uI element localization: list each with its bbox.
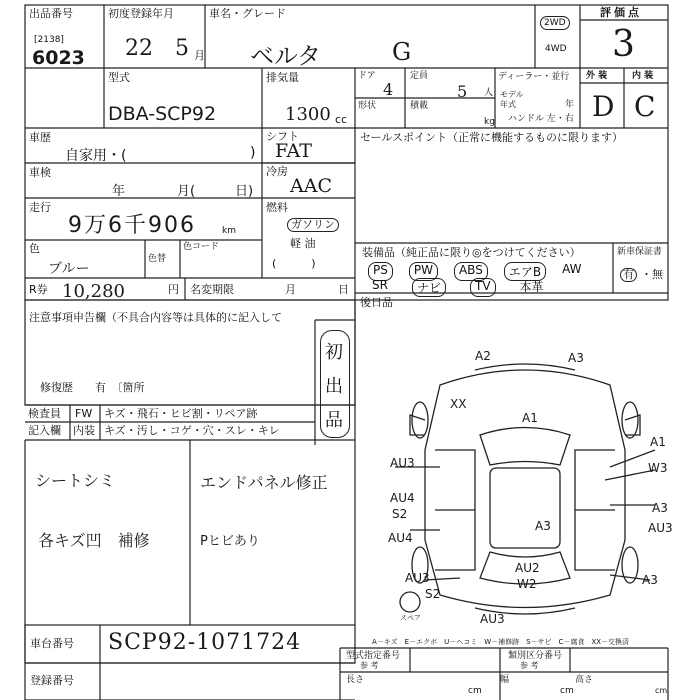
- history-close: ): [250, 145, 256, 161]
- notes-label: 注意事項申告欄（不具合内容等は具体的に記入して: [29, 311, 282, 324]
- mark-au4-left1: AU4: [390, 491, 415, 505]
- height-label: 高さ: [575, 675, 594, 685]
- r-value: 10,280: [62, 281, 125, 302]
- mark-au3-left: AU3: [390, 456, 415, 470]
- lot-label: 出品番号: [29, 7, 73, 20]
- category-label: 類別区分番号: [508, 651, 563, 661]
- interior-check-items: キズ・汚し・コゲ・穴・スレ・キレ: [104, 424, 280, 437]
- warranty-no: ・無: [641, 268, 663, 281]
- mark-au3-right: AU3: [648, 521, 673, 535]
- displacement-value: 1300: [285, 104, 331, 125]
- name-change-month: 月: [285, 283, 296, 296]
- lot-sub: [2138]: [34, 35, 64, 45]
- mark-xx: XX: [450, 397, 467, 411]
- note-p-crack: Pヒビあり: [200, 534, 260, 549]
- fw-label: FW: [75, 407, 93, 420]
- mark-w2-rear: W2: [517, 577, 537, 591]
- equipment-row2: [372, 278, 612, 297]
- damage-legend: A－キズ E－エクボ U－ヘコミ W－補修跡 S－サビ C－腐食 XX－交換済: [372, 638, 630, 646]
- equip-abs: ABS: [454, 262, 488, 281]
- length-label: 長さ: [346, 675, 365, 685]
- reg-month: 5: [175, 36, 189, 61]
- fuel-label: 燃料: [266, 201, 288, 214]
- lot-number: 6023: [32, 47, 85, 69]
- inspector-label2: 記入欄: [28, 424, 61, 437]
- mark-au2-rear: AU2: [515, 561, 540, 575]
- interior-label: 内 装: [632, 71, 654, 81]
- equip-sr: SR: [372, 278, 388, 292]
- warranty-yes: 有: [620, 268, 637, 282]
- rear-items-label: 後日品: [360, 296, 393, 309]
- mark-au3-rear-right: A3: [642, 573, 658, 587]
- first-char: 初: [325, 342, 343, 363]
- drive-2wd: 2WD: [540, 16, 570, 30]
- equipment-label: 装備品（純正品に限り◎をつけてください）: [362, 246, 581, 259]
- displacement-unit: cc: [335, 113, 348, 126]
- dealer-label: ディーラー・並行: [498, 72, 570, 82]
- repaint-label: 色替: [148, 254, 167, 264]
- mark-au3-rear-left: AU3: [405, 571, 430, 585]
- inspection-month: 月(: [177, 184, 196, 199]
- note-end-panel: エンドパネル修正: [200, 473, 328, 492]
- capacity-unit: 人: [484, 88, 494, 98]
- reg-month-unit: 月: [194, 49, 205, 62]
- mark-a3-right: A3: [652, 501, 668, 515]
- repair-history-label: 修復歴 有 〔箇所: [40, 381, 145, 394]
- chassis-value: SCP92-1071724: [108, 630, 302, 655]
- load-label: 積載: [410, 101, 429, 111]
- exterior-value: D: [592, 90, 615, 123]
- equip-leather: 本革: [519, 280, 544, 294]
- display-char: 出: [325, 376, 343, 397]
- equip-tv: TV: [470, 278, 496, 297]
- mark-a1-hood: A1: [522, 411, 538, 425]
- note-scratch-repair: 各キズ凹 補修: [38, 531, 150, 550]
- type-spec-ref: 参 考: [360, 661, 379, 670]
- load-unit: kg: [484, 117, 495, 127]
- inspector-label1: 検査員: [28, 407, 61, 420]
- name-change-label: 名変期限: [190, 283, 234, 296]
- inspection-year: 年: [112, 184, 126, 199]
- fuel-other: ( ): [272, 257, 316, 270]
- equip-navi: ナビ: [412, 278, 446, 297]
- door-value: 4: [383, 80, 394, 99]
- mileage-unit: km: [222, 226, 236, 236]
- warranty-label: 新車保証書: [617, 247, 663, 257]
- registration-label: 登録番号: [30, 674, 74, 687]
- interior-check-label: 内装: [73, 424, 95, 437]
- capacity-value: 5: [457, 82, 468, 101]
- color-code-label: 色コード: [183, 242, 220, 252]
- type-label: 型式: [108, 71, 130, 84]
- mileage-label: 走行: [29, 201, 51, 214]
- r-unit: 円: [168, 283, 179, 296]
- mark-a3-roof: A3: [535, 519, 551, 533]
- history-label: 車歴: [29, 131, 51, 144]
- fuel-diesel: 軽 油: [290, 237, 316, 250]
- length-unit: cm: [468, 686, 482, 696]
- mark-au4-left2: AU4: [388, 531, 413, 545]
- ac-label: 冷房: [266, 165, 288, 178]
- equip-pw: PW: [409, 262, 438, 281]
- shape-label: 形状: [358, 101, 377, 111]
- note-seat-stain: シートシミ: [35, 471, 116, 490]
- model-name: ベルタ: [250, 42, 322, 70]
- mark-s2-spare: S2: [425, 587, 441, 601]
- r-label: R券: [29, 283, 48, 296]
- category-ref: 参 考: [520, 661, 539, 670]
- mark-w3-right: W3: [648, 461, 668, 475]
- inspection-day: 日): [235, 184, 254, 199]
- displacement-label: 排気量: [266, 71, 299, 84]
- car-diagram: [380, 340, 673, 630]
- type-spec-label: 型式指定番号: [346, 651, 401, 661]
- color-value: ブルー: [48, 261, 90, 277]
- shift-value: FAT: [275, 140, 312, 162]
- rating-label: 評価点: [600, 6, 642, 19]
- name-change-day: 日: [338, 283, 349, 296]
- capacity-label: 定員: [410, 71, 429, 81]
- mark-s2-left: S2: [392, 507, 408, 521]
- history-value: 自家用・(: [65, 148, 127, 164]
- equip-aw: AW: [562, 262, 582, 276]
- reg-date-label: 初度登録年月: [108, 7, 174, 20]
- height-unit: cm: [655, 686, 668, 695]
- reg-year: 22: [125, 36, 153, 61]
- mark-a2-front: A2: [475, 349, 491, 363]
- width-unit: cm: [560, 686, 574, 696]
- color-label: 色: [29, 242, 40, 255]
- exterior-label: 外 装: [586, 71, 608, 81]
- shift-label: シフト: [266, 130, 299, 143]
- equip-ps: PS: [368, 262, 393, 281]
- sales-point-label: セールスポイント（正常に機能するものに限ります）: [360, 131, 624, 144]
- fuel-gasoline: ガソリン: [287, 218, 339, 232]
- mileage-value: 9万6千906: [68, 213, 196, 238]
- mark-a3-rear: AU3: [480, 612, 505, 626]
- chassis-label: 車台番号: [30, 637, 74, 650]
- item-char: 品: [325, 410, 343, 431]
- model-label: 車名・グレード: [209, 7, 286, 20]
- door-label: ドア: [358, 71, 376, 81]
- mark-a3-front: A3: [568, 351, 584, 365]
- interior-value: C: [634, 90, 656, 123]
- mark-a1-right: A1: [650, 435, 666, 449]
- width-label: 幅: [500, 675, 510, 685]
- handle-label: ハンドル 左・右: [508, 114, 574, 124]
- ac-value: AAC: [290, 175, 332, 197]
- year-unit: 年: [565, 100, 575, 110]
- inspection-label: 車検: [29, 166, 51, 179]
- rating-value: 3: [612, 24, 635, 65]
- type-value: DBA-SCP92: [108, 103, 217, 125]
- fw-items: キズ・飛石・ヒビ割・リペア跡: [104, 407, 258, 420]
- equip-airbag: エアB: [504, 262, 546, 281]
- spare-label: スペア: [400, 614, 421, 622]
- grade: G: [392, 38, 412, 66]
- drive-4wd: 4WD: [545, 44, 567, 54]
- model-year-label: モデル年式: [500, 90, 524, 109]
